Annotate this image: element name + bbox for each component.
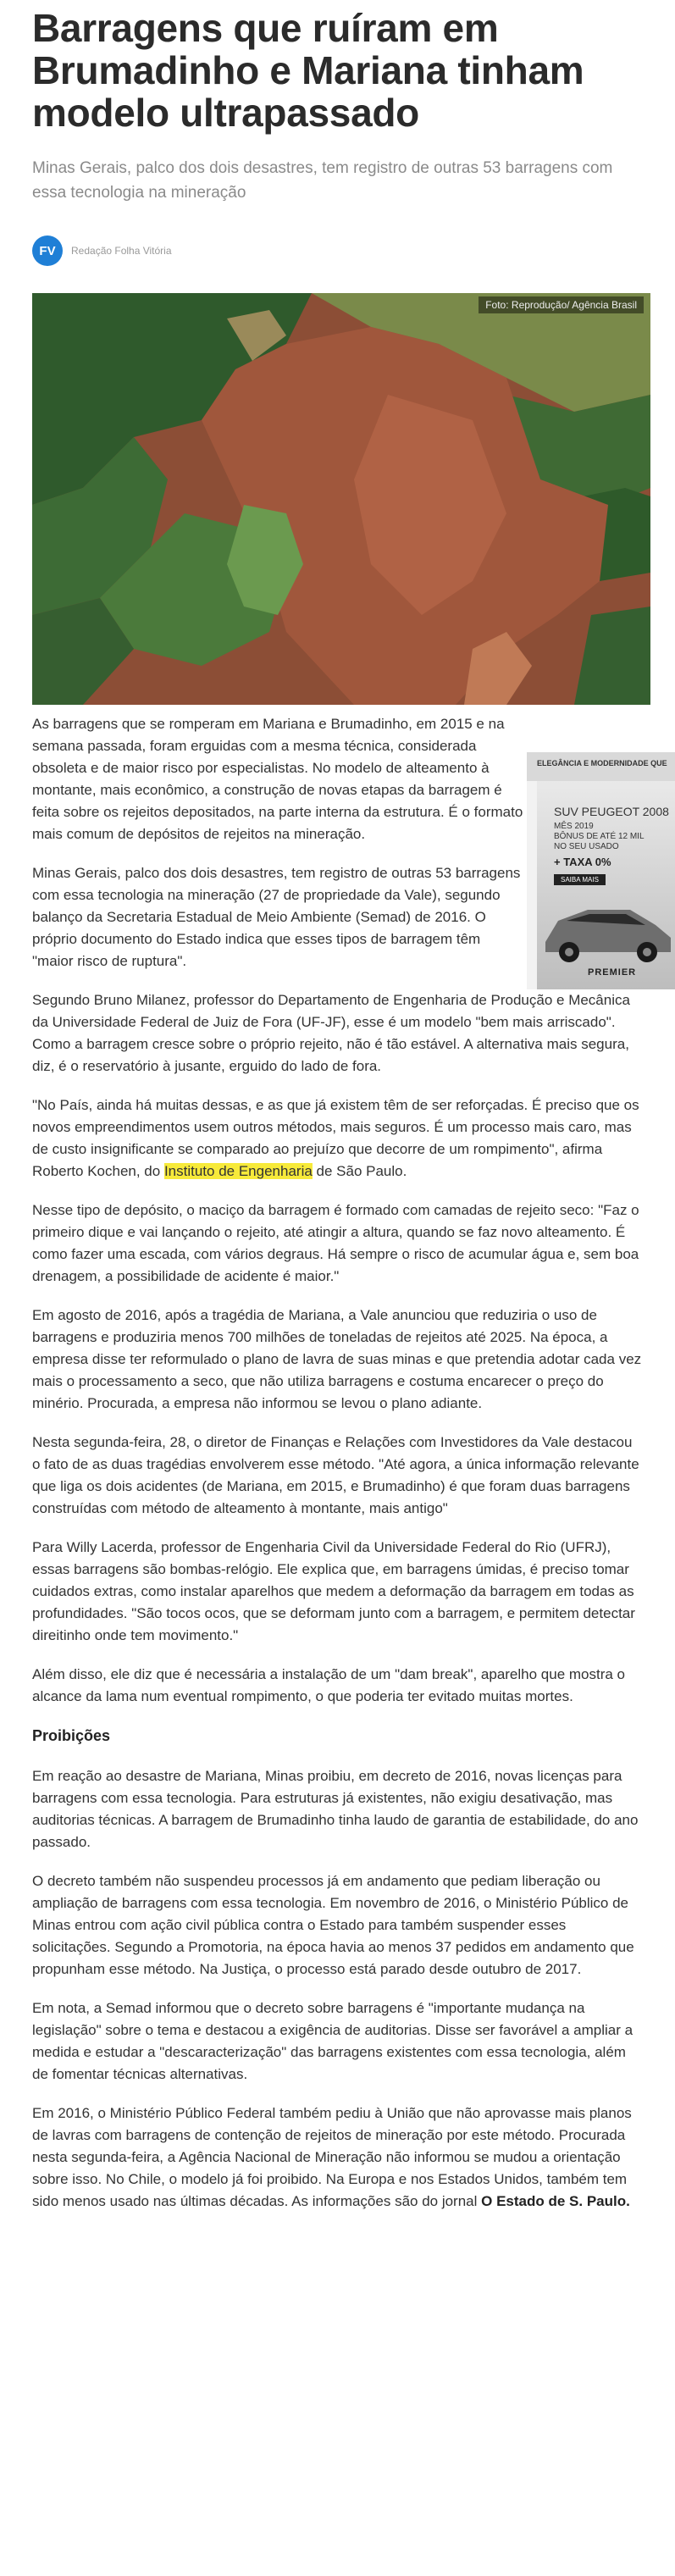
ad-model: SUV PEUGEOT 2008	[554, 805, 669, 818]
aerial-mudslide-image	[32, 293, 650, 705]
paragraph-4-end: de São Paulo.	[312, 1163, 407, 1179]
article-header	[32, 0, 650, 268]
paragraph-5: Nesse tipo de depósito, o maciço da barragem é formado com camadas de rejeito seco: "Faz o primeiro dique e vai lançando o rejeito, até atingir a altura, quando se faz novo alteamento. É como fazer uma escada, com vários degraus. Há sempre o risco de acumular água e, sem boa drenagem, a possibilidade de acidente é maior."	[32, 1202, 639, 1284]
paragraph-8: Para Willy Lacerda, professor de Engenharia Civil da Universidade Federal do Rio (UFRJ), essas barragens são bombas-relógio. Ele explica que, em barragens úmidas, é preciso tomar cuidados extras, como instalar aparelhos que medem a deformação da barragem em todas as profundidades. "São tocos ocos, que se deformam junto com a barragem, e permitem detectar direitinho onde tem movimento."	[32, 1539, 635, 1643]
source-newspaper: O Estado de S. Paulo.	[481, 2193, 630, 2209]
byline	[32, 234, 650, 268]
author-name[interactable]: Redação Folha Vitória	[71, 245, 172, 257]
headline: Barragens que ruíram em Brumadinho e Mariana tinham modelo ultrapassado	[32, 6, 584, 135]
ad-brand: PREMIER	[588, 967, 637, 978]
photo-credit: Foto: Reprodução/ Agência Brasil	[479, 296, 644, 313]
paragraph-2: Minas Gerais, palco dos dois desastres, tem registro de outras 53 barragens com essa tecnologia na mineração (27 de propriedade da Vale), segundo balanço da Secretaria Estadual de Meio Ambiente (Semad) de 2016. O próprio documento do Estado indica que esses tipos de barragem têm "maior risco de ruptura".	[32, 865, 521, 969]
paragraph-11: O decreto também não suspendeu processos já em andamento que pediam liberação ou ampliação de barragens com essa tecnologia. Em novembro de 2016, o Ministério Público de Minas entrou com ação civil pública contra o Estado para também suspender esses solicitações. Segundo a Promotoria, na época havia ao menos 37 pedidos em andamento que propunham esse método. Na Justiça, o processo está parado desde outubro de 2017.	[32, 1873, 634, 1977]
paragraph-3: Segundo Bruno Milanez, professor do Departamento de Engenharia de Produção e Mecânica da Universidade Federal de Juiz de Fora (UF-JF), esse é um modelo "bem mais arriscado". Como a barragem cresce sobre o próprio rejeito, não é tão estável. A alternativa mais segura, diz, é o reservatório à jusante, erguido do lado de fora.	[32, 992, 630, 1074]
paragraph-4	[32, 1094, 642, 1183]
paragraph-12: Em nota, a Semad informou que o decreto sobre barragens é "importante mudança na legislação" sobre o tema e destacou a exigência de auditorias. Disse ser favorável a ampliar a medida e estudar a "descaracterização" das barragens existentes com essa tecnologia, além de fomentar técnicas alternativas.	[32, 2000, 634, 2082]
lead-photo	[32, 293, 650, 705]
paragraph-6: Em agosto de 2016, após a tragédia de Mariana, a Vale anunciou que reduziria o uso de barragens e produziria menos 700 milhões de toneladas de rejeitos até 2025. Na época, a empresa disse ter reformulado o plano de lavra de suas minas e que pretendia adotar cada vez mais o processamento a seco, que não utiliza barragens e costuma encarecer o preço do minério. Procurada, a empresa não informou se levou o plano adiante.	[32, 1307, 642, 1411]
ad-bonus-line2: NO SEU USADO	[554, 842, 619, 851]
paragraph-13-text: Em 2016, o Ministério Público Federal também pediu à União que não aprovasse mais planos de lavras com barragens de contenção de rejeitos de mineração por este método. Procurada nesta segunda-feira, a Agência Nacional de Mineração não informou se mudou a orientação sobre isso. No Chile, o modelo já foi proibido. Na Europa e nos Estados Unidos, também tem sido menos usado nas últimas décadas. As informações são do jornal	[32, 2105, 632, 2209]
paragraph-13	[32, 2102, 642, 2213]
instituto-engenharia-link[interactable]: Instituto de Engenharia	[163, 1163, 313, 1179]
ad-bonus-line1: BÔNUS DE ATÉ 12 MIL	[554, 832, 645, 841]
article-body	[32, 713, 642, 2230]
paragraph-7: Nesta segunda-feira, 28, o diretor de Finanças e Relações com Investidores da Vale destacou o fato de as duas tragédias envolverem esse método. "Até agora, a única informação relevante que liga os dois acidentes (de Mariana, em 2015, e Brumadinho) é que foram duas barragens construídas com método de alteamento à montante, mais antigo"	[32, 1434, 639, 1516]
subtitle: Minas Gerais, palco dos dois desastres, tem registro de outras 53 barragens com essa tecnologia na mineração	[32, 159, 613, 202]
ad-taxa: + TAXA 0%	[554, 856, 611, 868]
ad-year: MÊS 2019	[554, 822, 594, 831]
paragraph-4-text: "No País, ainda há muitas dessas, e as que já existem têm de ser reforçadas. É preciso que os novos empreendimentos usem outros métodos, mais seguros. É um processo mais caro, mas de custo insignificante se comparado ao prejuízo que decorre de um rompimento", afirma Roberto Kochen, do	[32, 1097, 639, 1179]
paragraph-1: As barragens que se romperam em Mariana e Brumadinho, em 2015 e na semana passada, foram erguidas com a mesma técnica, considerada obsoleta e de maior risco por especialistas. No modelo de alteamento à montante, mais econômico, a construção de novas etapas da barragem é feita sobre os rejeitos depositados, na parte interna da estrutura. É o formato mais comum de depósitos de rejeitos na mineração.	[32, 716, 523, 842]
author-avatar[interactable]: FV	[32, 235, 63, 266]
paragraph-10: Em reação ao desastre de Mariana, Minas proibiu, em decreto de 2016, novas licenças para barragens com essa tecnologia. Para estruturas já existentes, não exigiu desativação, mas auditorias técnicas. A barragem de Brumadinho tinha laudo de garantia de estabilidade, do ano passado.	[32, 1768, 639, 1850]
section-heading-proibicoes: Proibições	[32, 1727, 111, 1744]
paragraph-9: Além disso, ele diz que é necessária a instalação de um "dam break", aparelho que mostra o alcance da lama num eventual rompimento, o que poderia ter evitado muitas mortes.	[32, 1666, 626, 1704]
ad-tagline: ELEGÂNCIA E MODERNIDADE QUE	[527, 752, 675, 781]
ad-cta-button[interactable]: SAIBA MAIS	[554, 874, 606, 885]
